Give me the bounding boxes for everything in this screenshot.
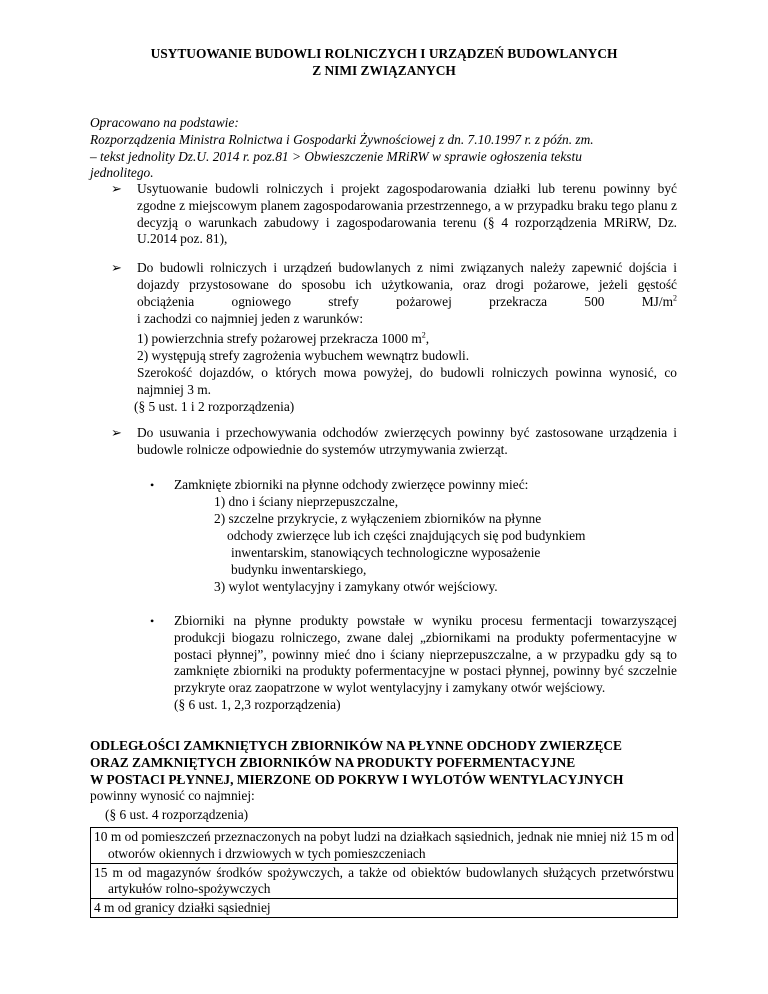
- bullet-2-text: Do budowli rolniczych i urządzeń budowlanych z nimi związanych należy zapewnić dojścia i dojazdy przystosowane do sposobu ich użytkowania, oraz drogi pożarowe, jeżeli gęstość: [137, 260, 677, 292]
- sub-2-text: Zbiorniki na płynne produkty powstałe w wyniku procesu fermentacji towarzyszącej produkcji biogazu rolniczego, zwane dalej „zbiornikami na produkty pofermentacyjne w postaci płynnej”, powinny mieć dno i ściany nieprzepuszczalne, a w przypadku gdy są to zamknięte zbiorniki na produkty pofermentacyjne w postaci płynnej, powinny być szczelnie przykryte oraz zaopatrzone w wylot wentylacyjny i zamykany otwór wejściowy.: [174, 613, 677, 696]
- table-row: [91, 828, 678, 864]
- distance-cell: 4 m od granicy działki sąsiedniej: [91, 899, 678, 918]
- reference-5: (§ 5 ust. 1 i 2 rozporządzenia): [134, 399, 295, 414]
- distances-table: [90, 827, 678, 918]
- legal-basis: [90, 115, 690, 182]
- bullet-2-line-4: i zachodzi co najmniej jeden z warunków:: [137, 311, 364, 326]
- basis-line-4: jednolitego.: [90, 165, 154, 181]
- condition-1-text: 1) powierzchnia strefy pożarowej przekracza 1000 m: [137, 331, 422, 346]
- basis-line-1: Opracowano na podstawie:: [90, 115, 239, 130]
- condition-2: 2) występują strefy zagrożenia wybuchem wewnątrz budowli.: [137, 348, 470, 363]
- bullet-2-line-3-text: obciążenia ogniowego strefy pożarowej przekracza 500 MJ/m: [137, 294, 673, 309]
- bullet-1-text: Usytuowanie budowli rolniczych i projekt zagospodarowania działki lub terenu powinny być zgodne z miejscowym planem zagospodarowania przestrzennego, a w przypadku braku tego planu z decyzją o warunkach zabudowy i zagospodarowania terenu (§ 4 rozporządzenia MRiRW, Dz. U.2014 poz. 81),: [137, 181, 677, 247]
- document-title: [90, 46, 678, 79]
- sub-1-item-2d: budynku inwentarskiego,: [231, 562, 367, 577]
- reference-6: (§ 6 ust. 1, 2,3 rozporządzenia): [174, 697, 341, 712]
- table-row: [91, 863, 678, 899]
- distance-cell: 10 m od pomieszczeń przeznaczonych na pobyt ludzi na działkach sąsiednich, jednak nie mniej niż 15 m od otworów okiennych i drzwiowych w tych pomieszczeniach: [91, 828, 678, 864]
- title-line-2: Z NIMI ZWIĄZANYCH: [312, 62, 456, 78]
- sub-1-item-2a: 2) szczelne przykrycie, z wyłączeniem zbiorników na płynne: [214, 511, 542, 526]
- section-2-subline: powinny wynosić co najmniej:: [90, 788, 255, 804]
- section-2-heading-line-3: W POSTACI PŁYNNEJ, MIERZONE OD POKRYW I WYLOTÓW WENTYLACYJNYCH: [90, 771, 624, 787]
- table-row: [91, 899, 678, 918]
- section-2-heading: [90, 738, 690, 805]
- condition-1: [137, 331, 429, 348]
- width-text: Szerokość dojazdów, o których mowa powyżej, do budowli rolniczych powinna wynosić, co najmniej 3 m.: [137, 365, 677, 397]
- section-2-heading-line-2: ORAZ ZAMKNIĘTYCH ZBIORNIKÓW NA PRODUKTY POFERMENTACYJNE: [90, 754, 576, 770]
- arrow-bullet-icon: ➢: [111, 181, 122, 196]
- basis-line-2: Rozporządzenia Ministra Rolnictwa i Gospodarki Żywnościowej z dn. 7.10.1997 r. z późn. zm.: [90, 131, 594, 147]
- sub-1-item-1: 1) dno i ściany nieprzepuszczalne,: [214, 494, 399, 509]
- sub-1-item-2c: inwentarskim, stanowiących technologiczne wyposażenie: [231, 545, 541, 560]
- sub-1-intro: Zamknięte zbiorniki na płynne odchody zwierzęce powinny mieć:: [174, 477, 529, 492]
- arrow-bullet-icon: ➢: [111, 425, 122, 440]
- round-bullet-icon: •: [150, 478, 155, 492]
- round-bullet-icon: •: [150, 614, 155, 628]
- sub-1-item-2b: odchody zwierzęce lub ich części znajdujących się pod budynkiem: [227, 528, 586, 543]
- section-2-heading-line-1: ODLEGŁOŚCI ZAMKNIĘTYCH ZBIORNIKÓW NA PŁYNNE ODCHODY ZWIERZĘCE: [90, 738, 622, 753]
- sub-1-item-3: 3) wylot wentylacyjny i zamykany otwór wejściowy.: [214, 579, 498, 594]
- arrow-bullet-icon: ➢: [111, 260, 122, 275]
- distance-cell: 15 m od magazynów środków spożywczych, a także od obiektów budowlanych służących przetwórstwu artykułów rolno-spożywczych: [91, 863, 678, 899]
- superscript: 2: [673, 293, 677, 303]
- bullet-3-text: Do usuwania i przechowywania odchodów zwierzęcych powinny być zastosowane urządzenia i budowle rolnicze odpowiednie do systemów utrzymywania zwierząt.: [137, 425, 677, 457]
- superscript: 2: [421, 330, 426, 340]
- reference-6-4: (§ 6 ust. 4 rozporządzenia): [105, 807, 249, 822]
- title-line-1: USYTUOWANIE BUDOWLI ROLNICZYCH I URZĄDZEŃ BUDOWLANYCH: [150, 46, 618, 61]
- bullet-2-line-3: [137, 294, 677, 311]
- basis-line-3: – tekst jednolity Dz.U. 2014 r. poz.81 > Obwieszczenie MRiRW w sprawie ogłoszenia tekstu: [90, 148, 582, 164]
- condition-1-end: ,: [425, 331, 430, 346]
